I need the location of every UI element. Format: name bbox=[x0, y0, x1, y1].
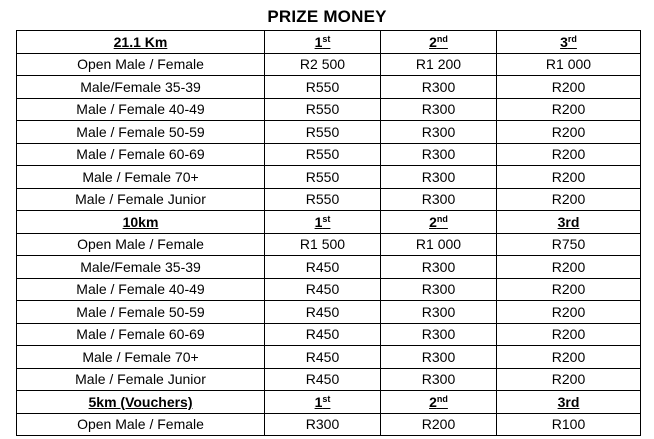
prize-cell-first: R450 bbox=[265, 278, 381, 301]
table-row bbox=[17, 301, 641, 324]
category-cell: Male / Female 60-69 bbox=[17, 323, 265, 346]
prize-cell-first: R550 bbox=[265, 98, 381, 121]
table-row bbox=[17, 98, 641, 121]
prize-cell-second: R300 bbox=[381, 256, 497, 279]
prize-cell-first: R550 bbox=[265, 143, 381, 166]
prize-cell-third: R200 bbox=[497, 278, 641, 301]
place-label: 3rd bbox=[557, 393, 580, 410]
prize-cell-first: R2 500 bbox=[265, 53, 381, 76]
table-row bbox=[17, 76, 641, 99]
category-cell: Male / Female Junior bbox=[17, 188, 265, 211]
prize-cell-first: R550 bbox=[265, 166, 381, 189]
place-suffix: rd bbox=[567, 33, 577, 44]
place-header-third bbox=[497, 211, 641, 234]
table-row bbox=[17, 188, 641, 211]
prize-cell-second: R300 bbox=[381, 346, 497, 369]
place-label: 3rd bbox=[557, 213, 580, 230]
prize-cell-second: R300 bbox=[381, 166, 497, 189]
prize-cell-second: R300 bbox=[381, 143, 497, 166]
prize-cell-third: R200 bbox=[497, 346, 641, 369]
place-header-second bbox=[381, 211, 497, 234]
place-suffix: nd bbox=[436, 33, 448, 44]
category-cell: Male/Female 35-39 bbox=[17, 256, 265, 279]
table-row bbox=[17, 121, 641, 144]
place-label: 1 bbox=[314, 393, 323, 410]
place-header-second bbox=[381, 391, 497, 414]
prize-cell-third: R200 bbox=[497, 143, 641, 166]
prize-cell-third: R200 bbox=[497, 188, 641, 211]
table-row bbox=[17, 346, 641, 369]
place-header-first bbox=[265, 211, 381, 234]
category-cell: Male / Female 50-59 bbox=[17, 121, 265, 144]
prize-cell-second: R300 bbox=[381, 368, 497, 391]
prize-cell-first: R450 bbox=[265, 256, 381, 279]
section-header-row bbox=[17, 391, 641, 414]
section-title: 10km bbox=[17, 211, 265, 234]
prize-cell-second: R300 bbox=[381, 76, 497, 99]
prize-table-body bbox=[17, 31, 641, 436]
prize-cell-second: R300 bbox=[381, 98, 497, 121]
prize-cell-third: R200 bbox=[497, 368, 641, 391]
place-suffix: st bbox=[322, 213, 331, 224]
place-label: 2 bbox=[429, 213, 437, 230]
table-row bbox=[17, 166, 641, 189]
category-cell: Open Male / Female bbox=[17, 53, 265, 76]
prize-cell-third: R200 bbox=[497, 301, 641, 324]
prize-cell-third: R200 bbox=[497, 166, 641, 189]
prize-cell-third: R750 bbox=[497, 233, 641, 256]
prize-cell-second: R300 bbox=[381, 121, 497, 144]
table-row bbox=[17, 53, 641, 76]
category-cell: Male / Female 70+ bbox=[17, 166, 265, 189]
prize-cell-first: R1 500 bbox=[265, 233, 381, 256]
category-cell: Male / Female 40-49 bbox=[17, 98, 265, 121]
prize-cell-third: R200 bbox=[497, 256, 641, 279]
place-header-second bbox=[381, 31, 497, 54]
place-label: 1 bbox=[314, 33, 323, 50]
place-header-first bbox=[265, 31, 381, 54]
category-cell: Male / Female 40-49 bbox=[17, 278, 265, 301]
prize-money-table bbox=[16, 30, 641, 436]
category-cell: Open Male / Female bbox=[17, 413, 265, 436]
category-cell: Male / Female Junior bbox=[17, 368, 265, 391]
table-row bbox=[17, 256, 641, 279]
prize-cell-third: R200 bbox=[497, 76, 641, 99]
prize-cell-first: R550 bbox=[265, 76, 381, 99]
prize-cell-first: R300 bbox=[265, 413, 381, 436]
place-header-third bbox=[497, 391, 641, 414]
prize-cell-first: R550 bbox=[265, 121, 381, 144]
category-cell: Male / Female 70+ bbox=[17, 346, 265, 369]
page-title: PRIZE MONEY bbox=[267, 7, 387, 26]
place-label: 2 bbox=[429, 393, 437, 410]
prize-cell-first: R450 bbox=[265, 323, 381, 346]
prize-cell-second: R300 bbox=[381, 301, 497, 324]
place-suffix: st bbox=[322, 393, 331, 404]
prize-cell-first: R450 bbox=[265, 368, 381, 391]
prize-cell-third: R200 bbox=[497, 121, 641, 144]
section-header-row bbox=[17, 211, 641, 234]
prize-cell-third: R200 bbox=[497, 98, 641, 121]
prize-cell-second: R300 bbox=[381, 278, 497, 301]
place-suffix: st bbox=[322, 33, 331, 44]
prize-cell-second: R1 200 bbox=[381, 53, 497, 76]
table-row bbox=[17, 323, 641, 346]
section-title: 21.1 Km bbox=[17, 31, 265, 54]
prize-cell-second: R300 bbox=[381, 188, 497, 211]
prize-cell-third: R100 bbox=[497, 413, 641, 436]
table-row bbox=[17, 143, 641, 166]
prize-cell-first: R550 bbox=[265, 188, 381, 211]
table-row bbox=[17, 233, 641, 256]
place-label: 1 bbox=[314, 213, 323, 230]
table-row bbox=[17, 368, 641, 391]
place-suffix: nd bbox=[436, 213, 448, 224]
place-label: 3 bbox=[560, 33, 568, 50]
place-suffix: nd bbox=[436, 393, 448, 404]
prize-cell-second: R300 bbox=[381, 323, 497, 346]
place-header-first bbox=[265, 391, 381, 414]
table-row bbox=[17, 278, 641, 301]
prize-cell-second: R200 bbox=[381, 413, 497, 436]
category-cell: Male / Female 60-69 bbox=[17, 143, 265, 166]
prize-cell-second: R1 000 bbox=[381, 233, 497, 256]
prize-cell-first: R450 bbox=[265, 301, 381, 324]
category-cell: Male / Female 50-59 bbox=[17, 301, 265, 324]
category-cell: Open Male / Female bbox=[17, 233, 265, 256]
section-title: 5km (Vouchers) bbox=[17, 391, 265, 414]
prize-cell-third: R1 000 bbox=[497, 53, 641, 76]
prize-cell-third: R200 bbox=[497, 323, 641, 346]
section-header-row bbox=[17, 31, 641, 54]
place-header-third bbox=[497, 31, 641, 54]
table-row bbox=[17, 413, 641, 436]
prize-cell-first: R450 bbox=[265, 346, 381, 369]
place-label: 2 bbox=[429, 33, 437, 50]
category-cell: Male/Female 35-39 bbox=[17, 76, 265, 99]
